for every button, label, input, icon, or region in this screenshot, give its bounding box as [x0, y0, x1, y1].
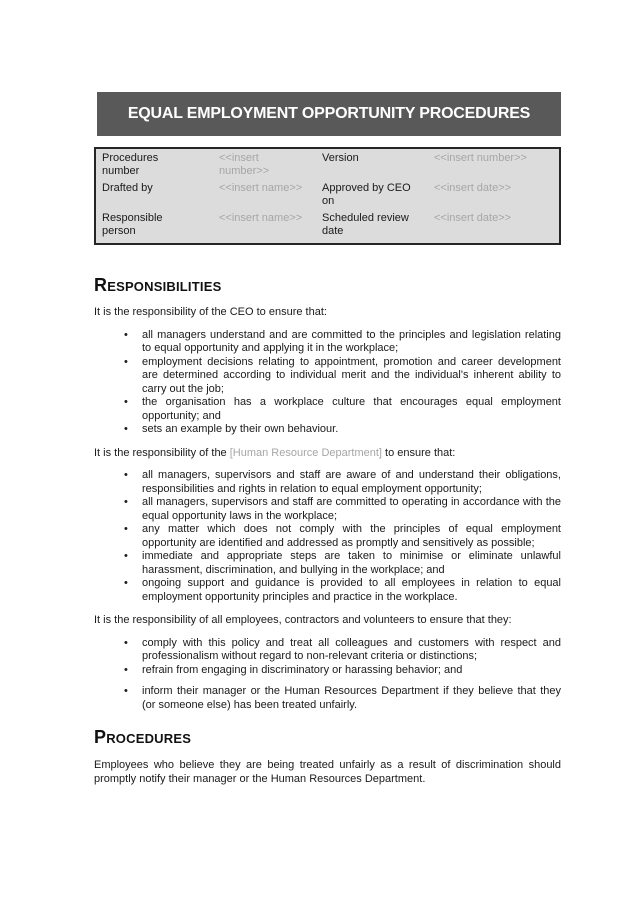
meta-label-scheduled-review: Scheduled review date [322, 212, 409, 237]
list-item: • inform their manager or the Human Resources Department if they believe that they (or someone else) has been treated unfairly. [94, 685, 561, 712]
list-item: • comply with this policy and treat all colleagues and customers with respect and professionalism without regard to non-relevant criteria or distinctions; [94, 637, 561, 664]
list-item: • any matter which does not comply with the principles of equal employment opportunity are identified and addressed as promptly and sensitively as possible; [94, 523, 561, 550]
list-item: • all managers understand and are committed to the principles and legislation relating to equal opportunity and applying it in the workplace; [94, 329, 561, 356]
hr-intro [94, 447, 561, 461]
list-item: • all managers, supervisors and staff are aware of and understand their obligations, responsibilities and rights in relation to equal employment opportunity; [94, 469, 561, 496]
meta-label-responsible-person: Responsible person [102, 212, 163, 237]
responsibilities-heading: Responsibilities [94, 275, 222, 295]
hr-intro-suffix: to ensure that: [381, 446, 456, 459]
meta-value-procedures-number: <<insert number>> [219, 152, 270, 177]
procedures-body: Employees who believe they are being treated unfairly as a result of discrimination should promptly notify their manager or the Human Resources Department. [94, 759, 561, 785]
meta-value-version: <<insert number>> [434, 152, 527, 164]
meta-label-drafted-by: Drafted by [102, 182, 153, 194]
meta-label-procedures-number: Procedures number [102, 152, 159, 177]
list-item: • ongoing support and guidance is provided to all employees in relation to equal employment opportunity principles and practice in the workplace. [94, 577, 561, 604]
ceo-intro: It is the responsibility of the CEO to ensure that: [94, 306, 327, 318]
list-item: • all managers, supervisors and staff are committed to operating in accordance with the equal opportunity laws in the workplace; [94, 496, 561, 523]
meta-value-scheduled-review: <<insert date>> [434, 212, 512, 224]
meta-value-drafted-by: <<insert name>> [219, 182, 303, 194]
hr-intro-prefix: It is the responsibility of the [94, 446, 230, 459]
title-banner [97, 92, 561, 136]
ceo-bullet-list [94, 329, 561, 437]
meta-value-approved-by-ceo: <<insert date>> [434, 182, 512, 194]
procedures-heading: Procedures [94, 727, 192, 747]
document-content [94, 92, 561, 795]
meta-label-approved-by-ceo: Approved by CEO on [322, 182, 411, 207]
list-item: • immediate and appropriate steps are taken to minimise or eliminate unlawful harassment, discrimination, and bullying in the workplace; and [94, 550, 561, 577]
hr-department-placeholder: [Human Resource Department] [229, 446, 382, 459]
list-item: • the organisation has a workplace culture that encourages equal employment opportunity; and [94, 396, 561, 423]
metadata-table [94, 147, 561, 245]
meta-value-responsible-person: <<insert name>> [219, 212, 303, 224]
list-item: • employment decisions relating to appointment, promotion and career development are determined according to individual merit and the individual's inherent ability to carry out the job; [94, 356, 561, 397]
employees-intro: It is the responsibility of all employees, contractors and volunteers to ensure that they: [94, 614, 512, 626]
document-title: EQUAL EMPLOYMENT OPPORTUNITY PROCEDURES [127, 105, 531, 122]
list-item: • refrain from engaging in discriminatory or harassing behavior; and [94, 664, 561, 678]
employees-bullet-list [94, 637, 561, 713]
list-item: • sets an example by their own behaviour. [94, 423, 561, 437]
hr-bullet-list [94, 469, 561, 604]
meta-label-version: Version [322, 152, 359, 164]
